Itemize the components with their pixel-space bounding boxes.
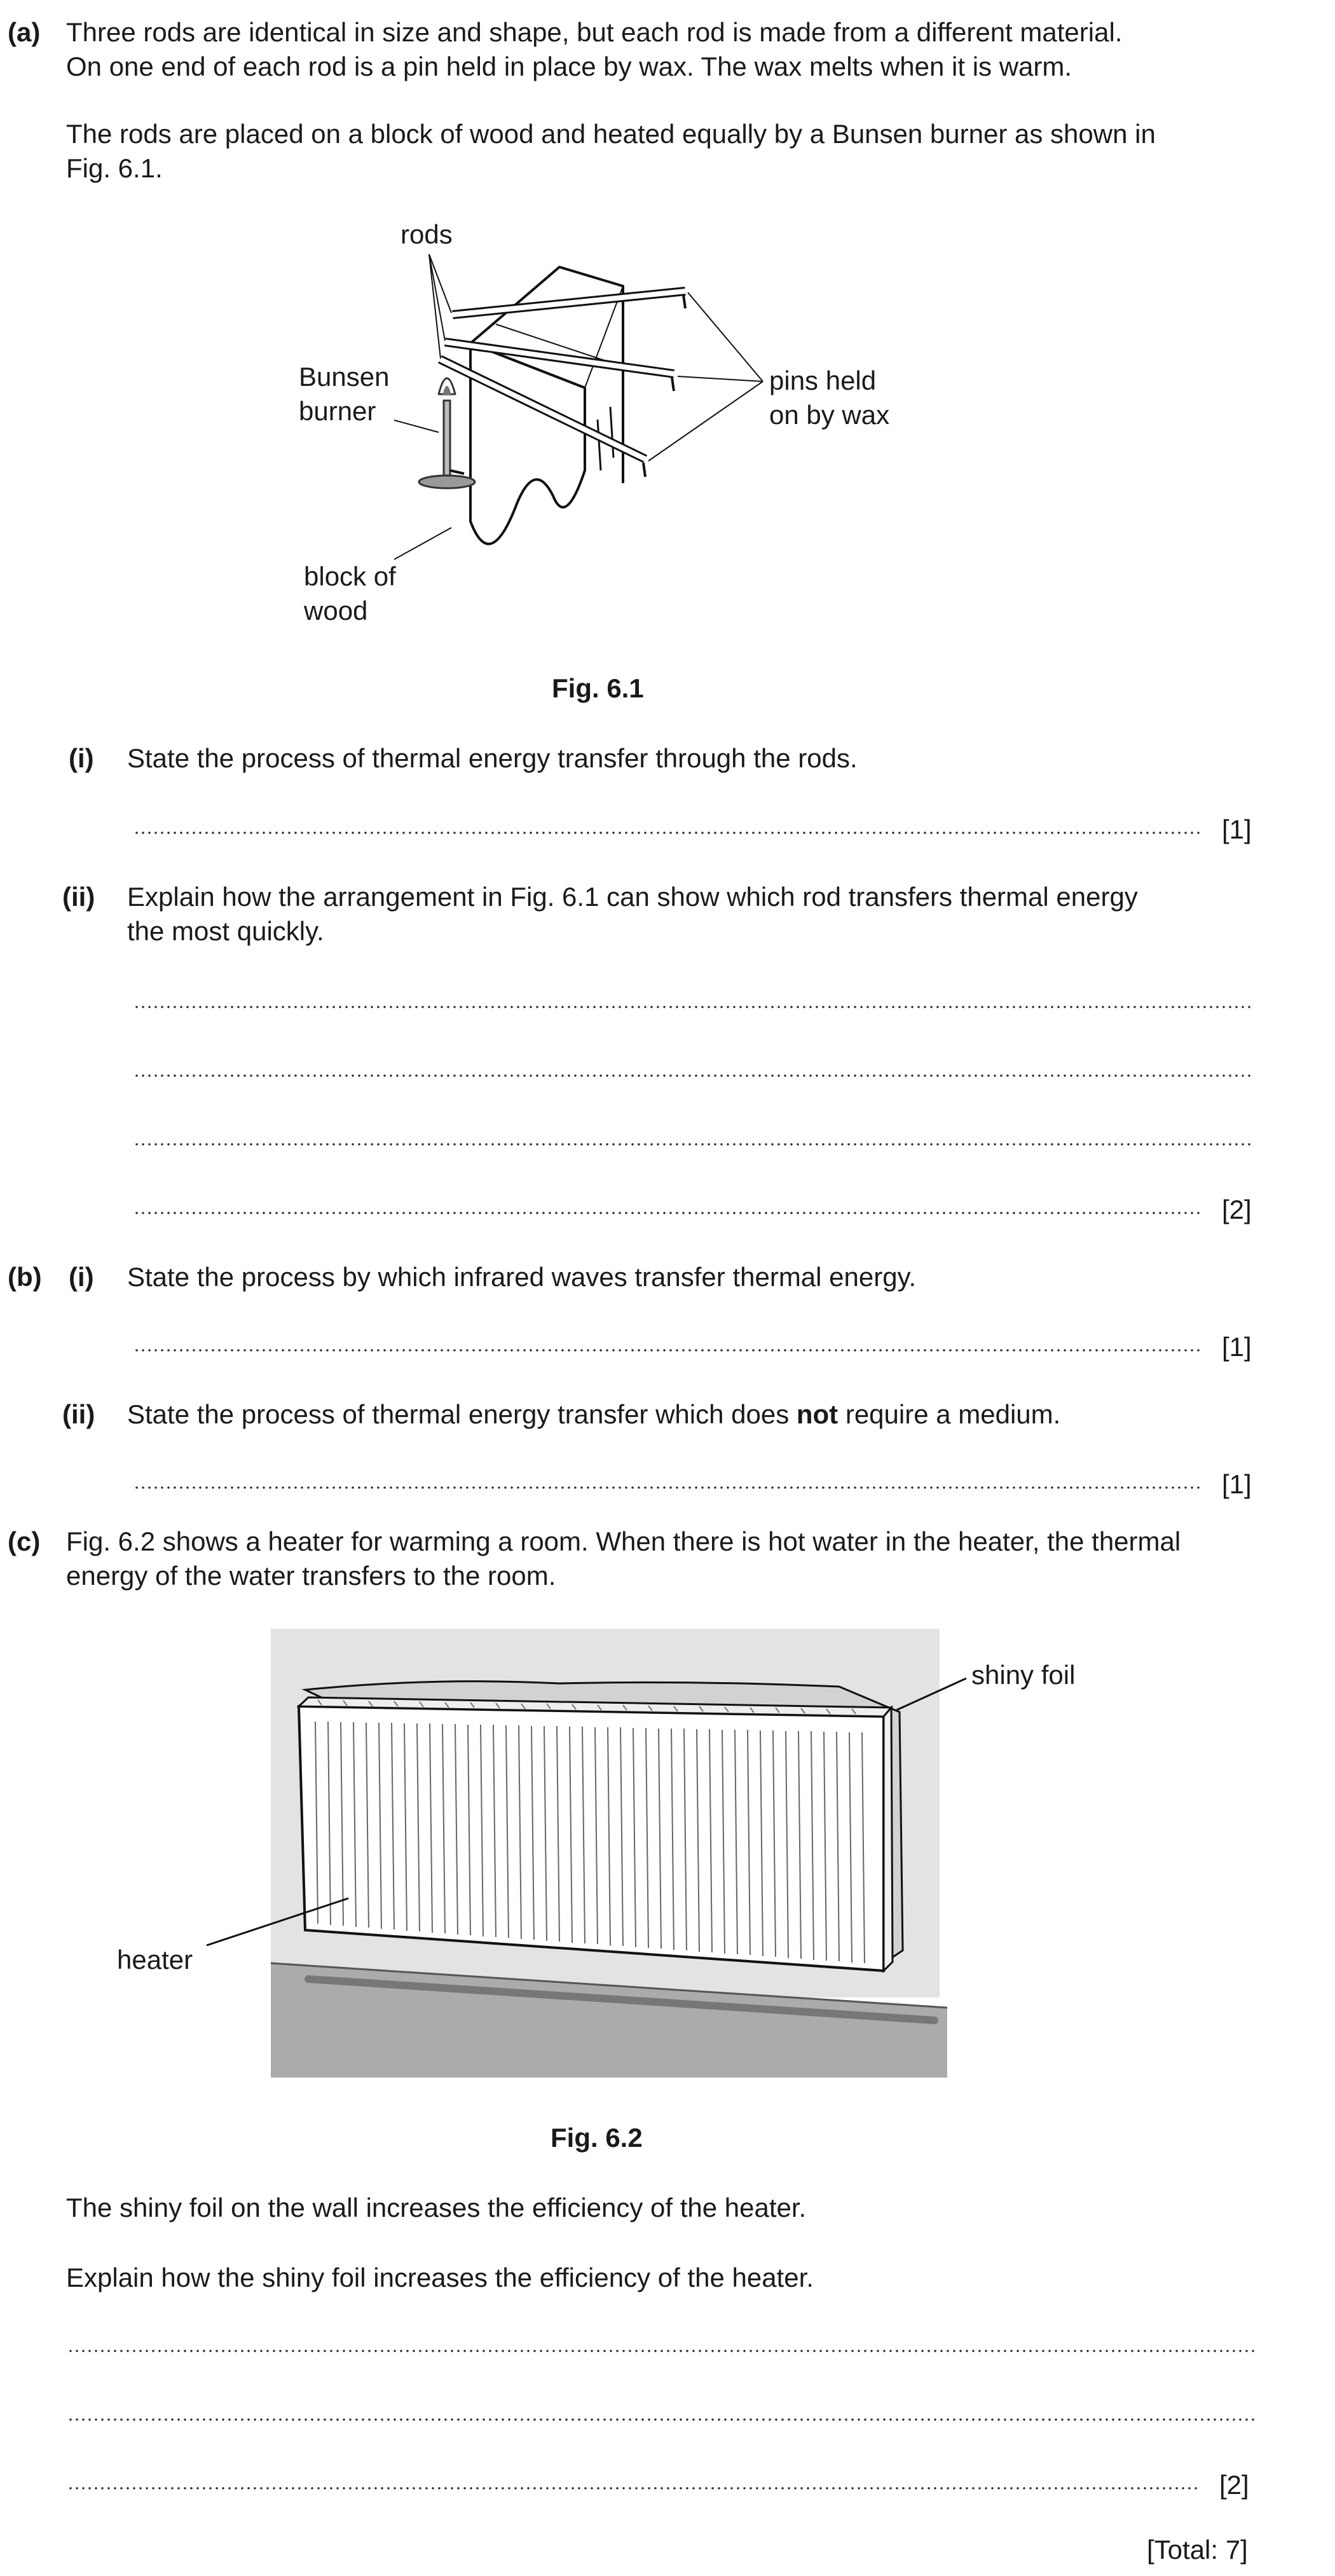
part-a-ii-label: (ii) — [62, 882, 95, 912]
answer-line[interactable] — [134, 1006, 1252, 1008]
marks-c: [2] — [1219, 2470, 1249, 2500]
answer-line[interactable] — [67, 2350, 1256, 2352]
part-c-intro-line2: energy of the water transfers to the room. — [66, 1561, 556, 1591]
answer-line[interactable] — [134, 832, 1202, 834]
fig61-label-bunsen-1: Bunsen — [299, 362, 390, 392]
part-c-intro-line1: Fig. 6.2 shows a heater for warming a room. When there is hot water in the heater, the thermal — [66, 1526, 1181, 1556]
fig62-label-heater: heater — [117, 1945, 193, 1975]
fig61-label-rods: rods — [400, 219, 453, 249]
part-b-label: (b) — [8, 1262, 42, 1292]
fig62-caption: Fig. 6.2 — [551, 2123, 643, 2153]
part-b-ii-label: (ii) — [62, 1399, 95, 1429]
total-marks: [Total: 7] — [1147, 2535, 1248, 2565]
marks-b-ii: [1] — [1222, 1469, 1252, 1499]
part-a-label: (a) — [8, 17, 41, 47]
part-b-ii-text-after: require a medium. — [838, 1399, 1061, 1429]
heater-diagram — [114, 1620, 966, 2084]
part-a-ii-text-line1: Explain how the arrangement in Fig. 6.1 can show which rod transfers thermal energy — [127, 882, 1138, 912]
part-a-intro-line2: On one end of each rod is a pin held in place by wax. The wax melts when it is warm. — [66, 51, 1072, 81]
part-a-setup-line1: The rods are placed on a block of wood and heated equally by a Bunsen burner as shown in — [66, 119, 1156, 149]
marks-a-i: [1] — [1222, 814, 1252, 844]
part-a-setup-line2: Fig. 6.1. — [66, 153, 163, 183]
answer-line[interactable] — [134, 1486, 1202, 1489]
part-c-label: (c) — [8, 1526, 41, 1556]
marks-a-ii: [2] — [1222, 1195, 1252, 1224]
part-a-i-text: State the process of thermal energy transfer through the rods. — [127, 743, 858, 773]
part-c-statement: The shiny foil on the wall increases the efficiency of the heater. — [66, 2193, 807, 2223]
part-a-i-label: (i) — [69, 743, 94, 773]
fig61-label-block-1: block of — [304, 561, 396, 591]
part-a-intro-line1: Three rods are identical in size and shape, but each rod is made from a different material. — [66, 17, 1123, 47]
fig61-label-pins-1: pins held — [769, 366, 877, 395]
part-b-i-label: (i) — [69, 1262, 94, 1292]
part-b-i-text: State the process by which infrared waves transfer thermal energy. — [127, 1262, 917, 1292]
part-a-ii-text-line2: the most quickly. — [127, 916, 324, 946]
fig61-caption: Fig. 6.1 — [552, 673, 644, 703]
fig62-label-foil: shiny foil — [971, 1660, 1076, 1690]
marks-b-i: [1] — [1222, 1332, 1252, 1362]
answer-line[interactable] — [134, 1143, 1252, 1146]
fig61-label-block-2: wood — [304, 596, 368, 626]
fig61-label-bunsen-2: burner — [299, 396, 376, 426]
answer-line[interactable] — [134, 1212, 1202, 1214]
rods-apparatus-diagram — [394, 229, 788, 585]
answer-line[interactable] — [67, 2418, 1256, 2421]
answer-line[interactable] — [134, 1074, 1252, 1077]
part-b-ii-text — [127, 1397, 1060, 1432]
part-c-question: Explain how the shiny foil increases the efficiency of the heater. — [66, 2263, 814, 2292]
fig61-label-pins-2: on by wax — [769, 400, 890, 430]
answer-line[interactable] — [67, 2487, 1199, 2490]
answer-line[interactable] — [134, 1349, 1202, 1352]
part-b-ii-text-bold: not — [796, 1399, 839, 1429]
part-b-ii-text-before: State the process of thermal energy transfer which does — [127, 1399, 797, 1429]
